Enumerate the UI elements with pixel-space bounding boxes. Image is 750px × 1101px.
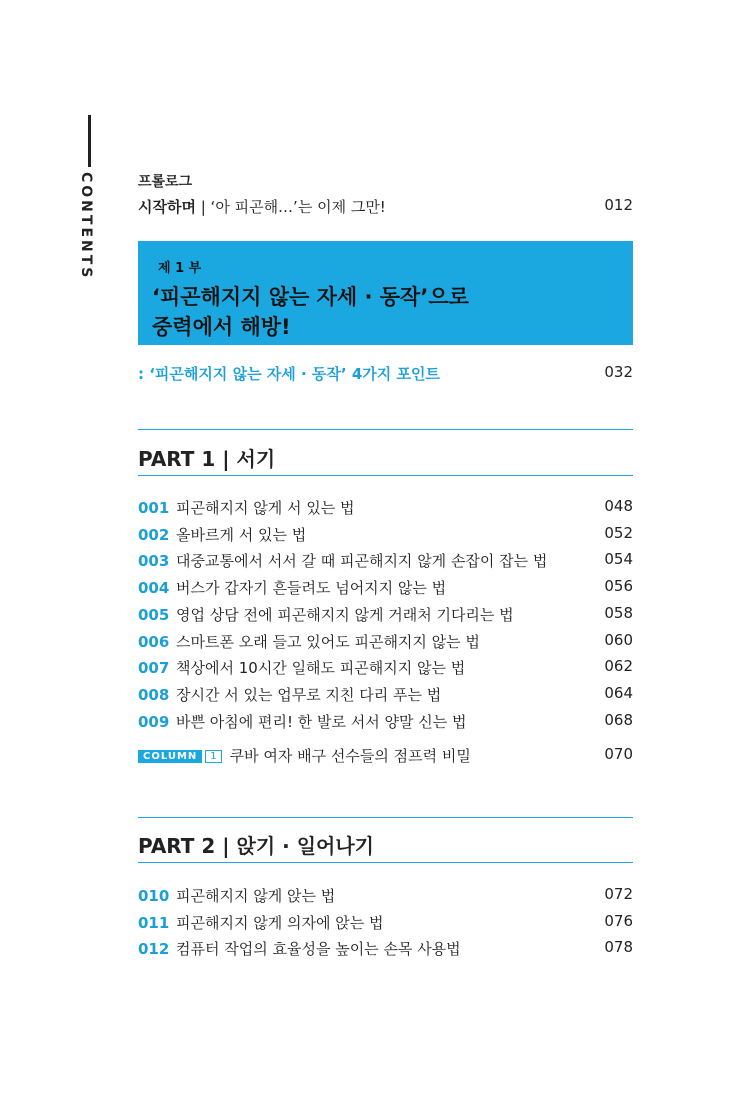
toc-item-title: 장시간 서 있는 업무로 지친 다리 푸는 법 (176, 685, 442, 704)
toc-item-page: 072 (604, 885, 633, 903)
toc-item-number: 010 (138, 887, 170, 905)
toc-item-number: 011 (138, 913, 170, 932)
toc-item[interactable] (138, 912, 633, 934)
toc-item-page: 048 (604, 497, 633, 515)
toc-item-number: 007 (138, 659, 170, 678)
toc-item-title: 버스가 갑자기 흔들려도 넘어지지 않는 법 (176, 579, 447, 598)
toc-item-title: 바쁜 아침에 편리! 한 발로 서서 양말 신는 법 (176, 712, 467, 731)
toc-item-number: 009 (138, 712, 170, 731)
prologue-text: | ‘아 피곤해…’는 이제 그만! (195, 198, 386, 216)
toc-item-title: 컴퓨터 작업의 효율성을 높이는 손목 사용법 (176, 940, 461, 959)
toc-item-title: 책상에서 10시간 일해도 피곤해지지 않는 법 (176, 659, 466, 678)
column-page: 070 (604, 745, 633, 763)
column-badge: COLUMN (138, 750, 202, 763)
toc-item-page: 060 (604, 630, 633, 649)
part2-title: PART 2 | 앉기 · 일어나기 (138, 834, 374, 858)
toc-item-page: 078 (604, 938, 633, 957)
toc-item[interactable] (138, 938, 633, 960)
toc-item-number: 003 (138, 552, 170, 571)
part2-top-rule (138, 817, 633, 818)
toc-item-page: 056 (604, 577, 633, 596)
toc-item[interactable] (138, 711, 633, 733)
toc-item[interactable] (138, 885, 633, 907)
part1-bottom-rule (138, 475, 633, 476)
toc-item-title: 영업 상담 전에 피곤해지지 않게 거래처 기다리는 법 (176, 605, 514, 624)
prologue-bold: 시작하며 (138, 198, 196, 216)
contents-label: CONTENTS (78, 172, 94, 281)
toc-item-page: 068 (604, 710, 633, 729)
banner-sub-page: 032 (604, 363, 633, 381)
prologue-row[interactable] (138, 196, 633, 218)
toc-item-number: 006 (138, 632, 170, 651)
side-rule (88, 115, 91, 167)
toc-item-page: 062 (604, 657, 633, 676)
toc-item[interactable] (138, 631, 633, 653)
toc-item-page: 064 (604, 683, 633, 702)
column-number: 1 (205, 750, 221, 763)
part1-top-rule (138, 429, 633, 430)
toc-item[interactable] (138, 684, 633, 706)
toc-item-title: 올바르게 서 있는 법 (176, 525, 307, 544)
banner-sub-text: : ‘피곤해지지 않는 자세 · 동작’ 4가지 포인트 (138, 365, 440, 383)
toc-item-number: 008 (138, 685, 170, 704)
toc-item-page: 054 (604, 550, 633, 569)
toc-item-page: 058 (604, 603, 633, 622)
banner-title-line2: 중력에서 해방! (152, 315, 291, 339)
prologue-page: 012 (604, 196, 633, 214)
toc-item-page: 076 (604, 911, 633, 930)
toc-item-number: 012 (138, 940, 170, 959)
toc-item-number: 001 (138, 499, 170, 517)
toc-item-title: 대중교통에서 서서 갈 때 피곤해지지 않게 손잡이 잡는 법 (176, 552, 548, 571)
toc-item-title: 피곤해지지 않게 서 있는 법 (176, 499, 355, 517)
toc-item[interactable] (138, 524, 633, 546)
toc-item-number: 002 (138, 525, 170, 544)
toc-item-number: 005 (138, 605, 170, 624)
toc-item[interactable] (138, 604, 633, 626)
part2-bottom-rule (138, 862, 633, 863)
toc-item[interactable] (138, 657, 633, 679)
toc-item-title: 스마트폰 오래 들고 있어도 피곤해지지 않는 법 (176, 632, 480, 651)
toc-item-page: 052 (604, 523, 633, 542)
banner-title-line1: ‘피곤해지지 않는 자세 · 동작’으로 (152, 285, 469, 309)
part1-title: PART 1 | 서기 (138, 447, 276, 471)
toc-item-number: 004 (138, 579, 170, 598)
toc-item-title: 피곤해지지 않게 의자에 앉는 법 (176, 913, 384, 932)
column-title: 쿠바 여자 배구 선수들의 점프력 비밀 (229, 747, 471, 765)
toc-item[interactable] (138, 497, 633, 519)
prologue-heading: 프롤로그 (138, 174, 193, 190)
banner-sub-row[interactable] (138, 363, 633, 385)
column-row[interactable] (138, 745, 633, 767)
toc-item-title: 피곤해지지 않게 앉는 법 (176, 887, 336, 905)
toc-item[interactable] (138, 577, 633, 599)
toc-item[interactable] (138, 550, 633, 572)
banner-label: 제 1 부 (158, 261, 202, 276)
part-banner (138, 241, 633, 345)
